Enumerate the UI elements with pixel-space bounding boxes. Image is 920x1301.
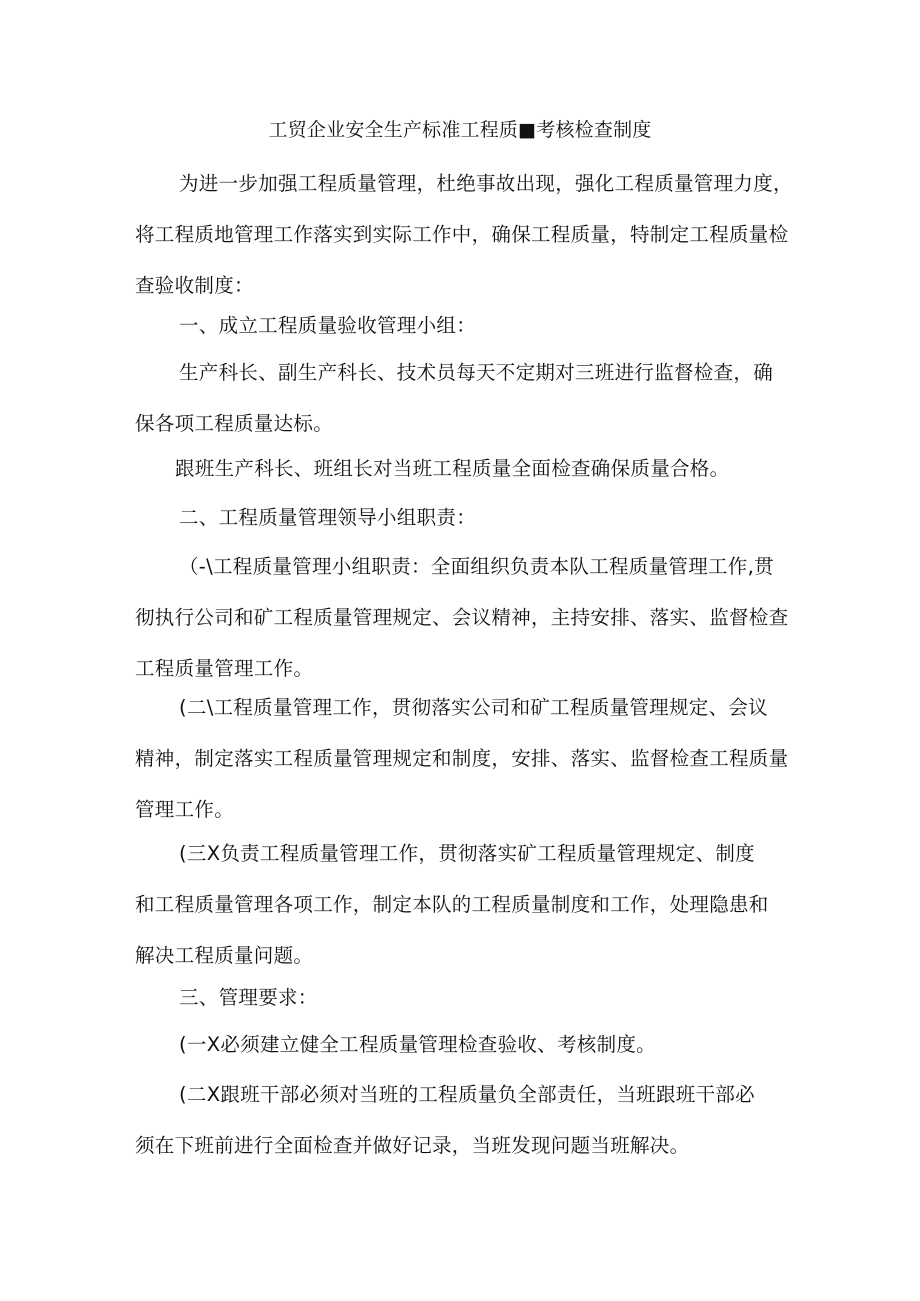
list-item [135, 1019, 795, 1070]
section-3-heading: 三、管理要求： [179, 986, 318, 1009]
paragraph [135, 443, 795, 494]
text-line: 解决工程质量问题。 [135, 944, 314, 967]
text-line: (三X负责工程质量管理工作，贯彻落实矿工程质量管理规定、制度 [179, 842, 755, 865]
list-item [135, 682, 795, 835]
text-line: 工程质量管理工作。 [135, 657, 314, 680]
intro-paragraph [135, 158, 795, 311]
text-line: 将工程质地管理工作落实到实际工作中，确保工程质量，特制定工程质量检 [135, 223, 789, 246]
text-line: 查验收制度： [135, 274, 254, 297]
text-line: 为进一步加强工程质量管理，杜绝事故出现，强化工程质量管理力度， [179, 172, 793, 195]
section-heading [135, 300, 795, 351]
text-line: 精神，制定落实工程质量管理规定和制度，安排、落实、监督检查工程质量 [135, 747, 789, 770]
list-item [135, 1069, 795, 1171]
section-1-heading: 一、成立工程质量验收管理小组： [179, 314, 477, 337]
text-line: (一X必须建立健全工程质量管理检查验收、考核制度。 [179, 1033, 656, 1056]
text-line: 跟班生产科长、班组长对当班工程质量全面检查确保质量合格。 [175, 457, 730, 480]
paragraph [135, 347, 795, 449]
list-item [135, 828, 795, 981]
text-line: （-\工程质量管理小组职责：全面组织负责本队工程质量管理工作,贯 [179, 555, 774, 578]
text-line: (二\工程质量管理工作，贯彻落实公司和矿工程质量管理规定、会议 [179, 696, 768, 719]
text-line: 管理工作。 [135, 798, 235, 821]
text-line: 生产科长、副生产科长、技术员每天不定期对三班进行监督检查，确 [179, 361, 774, 384]
section-heading [135, 492, 795, 543]
section-heading [135, 972, 795, 1023]
section-2-heading: 二、工程质量管理领导小组职责： [179, 506, 477, 529]
text-line: 彻执行公司和矿工程质量管理规定、会议精神，主持安排、落实、监督检查 [135, 606, 789, 629]
text-line: 保各项工程质量达标。 [135, 412, 334, 435]
document-title: 工贸企业安全生产标准工程质■考核检查制度 [268, 119, 652, 141]
text-line: 和工程质量管理各项工作，制定本队的工程质量制度和工作，处理隐患和 [135, 893, 769, 916]
text-line: 须在下班前进行全面检查并做好记录，当班发现问题当班解决。 [135, 1134, 690, 1157]
list-item [135, 541, 795, 694]
text-line: (二X跟班干部必须对当班的工程质量负全部责任，当班跟班干部必 [179, 1083, 755, 1106]
